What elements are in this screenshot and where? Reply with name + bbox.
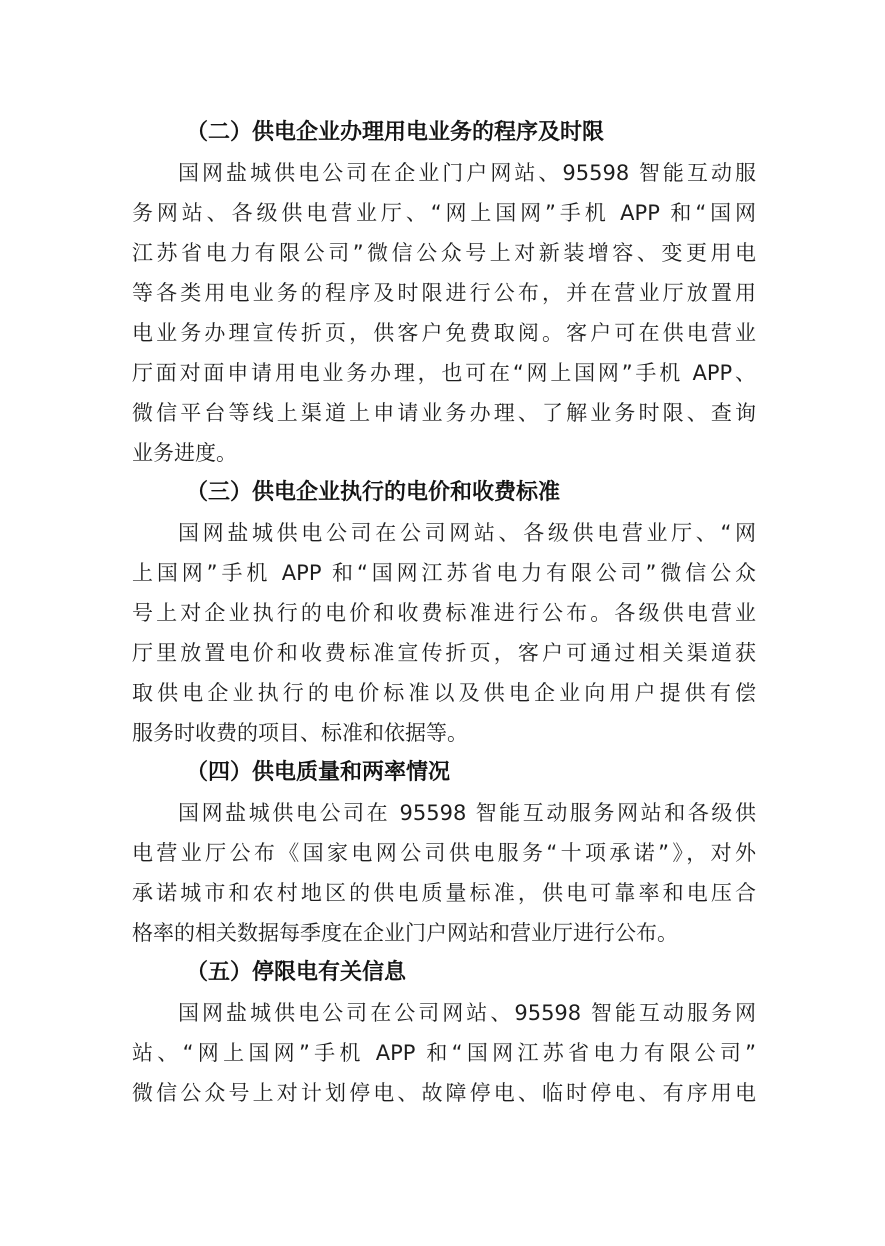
- text-line: 微信公众号上对计划停电、故障停电、临时停电、有序用电: [132, 1081, 756, 1105]
- document-body: [132, 113, 756, 1113]
- section-paragraph-5: [132, 993, 756, 1113]
- text-line: 厅面对面申请用电业务办理，也可在“网上国网”手机 APP、: [132, 361, 756, 385]
- section-paragraph-3: [132, 513, 756, 753]
- text-line: 承诺城市和农村地区的供电质量标准，供电可靠率和电压合: [132, 881, 756, 905]
- text-line: 上国网”手机 APP 和“国网江苏省电力有限公司”微信公众: [132, 561, 756, 585]
- text-line: 微信平台等线上渠道上申请业务办理、了解业务时限、查询: [132, 401, 756, 425]
- text-line: 电营业厅公布《国家电网公司供电服务“十项承诺”》，对外: [132, 841, 756, 865]
- section-heading-2: （二）供电企业办理用电业务的程序及时限: [186, 120, 605, 145]
- text-line: 务网站、各级供电营业厅、“网上国网”手机 APP 和“国网: [132, 201, 756, 225]
- text-line: 业务进度。: [132, 441, 237, 465]
- text-line: 格率的相关数据每季度在企业门户网站和营业厅进行公布。: [132, 921, 678, 945]
- section-heading-4: （四）供电质量和两率情况: [186, 760, 451, 785]
- text-line: 厅里放置电价和收费标准宣传折页，客户可通过相关渠道获: [132, 641, 756, 665]
- text-line: 站、“网上国网”手机 APP 和“国网江苏省电力有限公司”: [132, 1041, 756, 1065]
- text-line: 国网盐城供电公司在公司网站、各级供电营业厅、“网: [178, 521, 756, 545]
- section-heading-3: （三）供电企业执行的电价和收费标准: [186, 480, 561, 505]
- section-paragraph-4: [132, 793, 756, 953]
- text-line: 国网盐城供电公司在公司网站、95598 智能互动服务网: [178, 1001, 756, 1025]
- text-line: 国网盐城供电公司在 95598 智能互动服务网站和各级供: [178, 801, 756, 825]
- text-line: 等各类用电业务的程序及时限进行公布，并在营业厅放置用: [132, 281, 756, 305]
- section-heading-5: （五）停限电有关信息: [186, 960, 407, 985]
- text-line: 服务时收费的项目、标准和依据等。: [132, 721, 468, 745]
- section-paragraph-2: [132, 153, 756, 473]
- text-line: 取供电企业执行的电价标准以及供电企业向用户提供有偿: [132, 681, 756, 705]
- text-line: 江苏省电力有限公司”微信公众号上对新装增容、变更用电: [132, 241, 756, 265]
- text-line: 电业务办理宣传折页，供客户免费取阅。客户可在供电营业: [132, 321, 756, 345]
- text-line: 国网盐城供电公司在企业门户网站、95598 智能互动服: [178, 161, 756, 185]
- text-line: 号上对企业执行的电价和收费标准进行公布。各级供电营业: [132, 601, 756, 625]
